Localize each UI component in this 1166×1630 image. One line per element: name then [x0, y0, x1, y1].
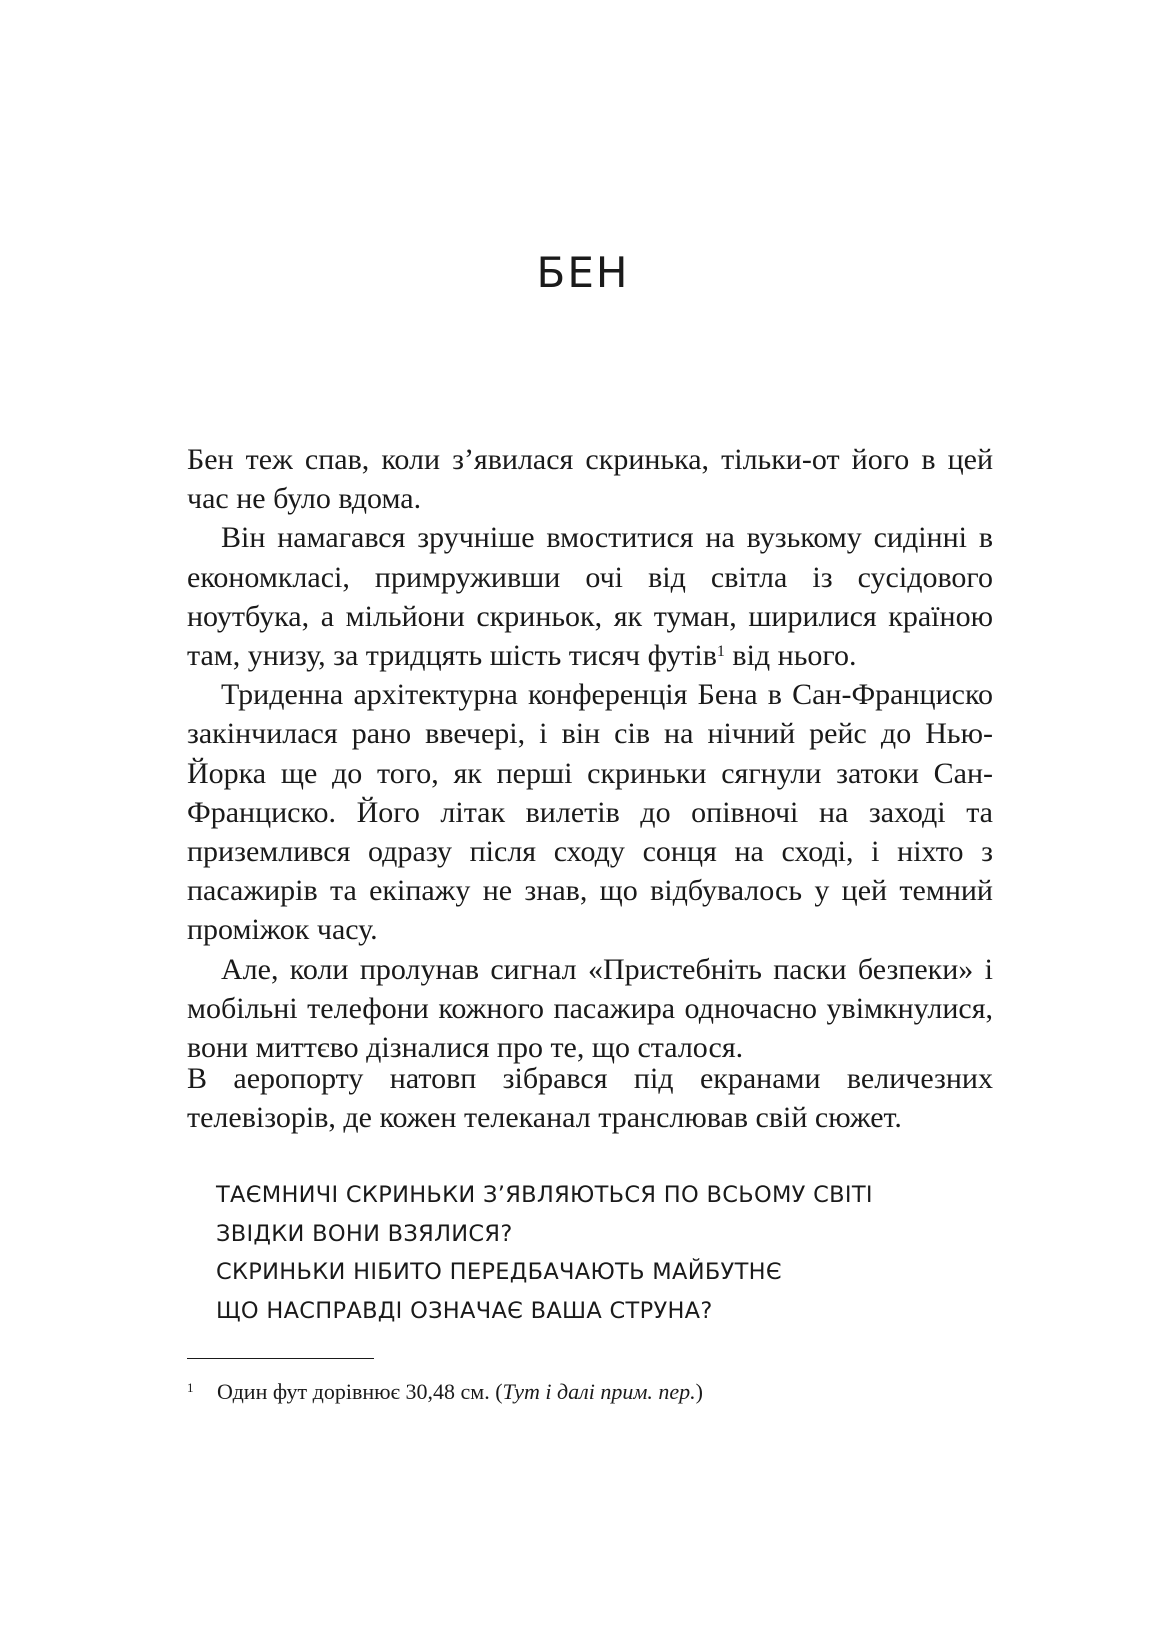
headline: ТАЄМНИЧІ СКРИНЬКИ З’ЯВЛЯЮТЬСЯ ПО ВСЬОМУ СВІТІ	[216, 1182, 873, 1208]
headline: СКРИНЬКИ НІБИТО ПЕРЕДБАЧАЮТЬ МАЙБУТНЄ	[216, 1259, 782, 1285]
headline: ЗВІДКИ ВОНИ ВЗЯЛИСЯ?	[216, 1220, 513, 1247]
footnote-text: Один фут дорівнює 30,48 см. (	[217, 1379, 503, 1404]
text-section-1	[187, 440, 993, 1067]
footnote-reference[interactable]: 1	[716, 643, 725, 661]
paragraph-4: Але, коли пролунав сигнал «Пристебніть паски безпеки» і мобільні телефони кожного пасажира одночасно увімкнулися, вони миттєво дізналися про те, що сталося.	[187, 952, 993, 1065]
tv-headlines	[216, 1176, 873, 1330]
paragraph-2-tail: від нього.	[724, 639, 857, 673]
text-section-2	[187, 1059, 993, 1137]
footnote-close: )	[695, 1379, 703, 1404]
paragraph-1: Бен теж спав, коли з’явилася скринька, тільки-от його в цей час не було вдома.	[187, 443, 993, 516]
paragraph-2	[187, 518, 993, 675]
headline: ЩО НАСПРАВДІ ОЗНАЧАЄ ВАША СТРУНА?	[216, 1297, 713, 1324]
footnote-mark: 1	[187, 1380, 194, 1395]
paragraph-3: Триденна архітектурна конференція Бена в Сан-Франциско закінчилася рано ввечері, і він сів на нічний рейс до Нью-Йорка ще до того, як перші скриньки сягнули затоки Сан-Франциско. Його літак вилетів до опівночі на заході та приземлився одразу після сходу сонця на сході, і ніхто з пасажирів та екіпажу не знав, що відбувалось у цей темний проміжок часу.	[187, 678, 993, 947]
footnote	[187, 1378, 993, 1406]
footnote-divider	[187, 1358, 374, 1359]
paragraph-5: В аеропорту натовп зібрався під екранами величезних телевізорів, де кожен телеканал транслював свій сюжет.	[187, 1062, 993, 1135]
footnote-italic: Тут і далі прим. пер.	[502, 1379, 696, 1404]
chapter-title: БЕН	[536, 248, 630, 297]
paragraph-2-text: Він намагався зручніше вмоститися на вузькому сидінні в економкласі, примруживши очі від світла із сусідового ноутбука, а мільйони скриньок, як туман, ширилися країною там, унизу, за тридцять шість тисяч футів	[187, 521, 993, 673]
